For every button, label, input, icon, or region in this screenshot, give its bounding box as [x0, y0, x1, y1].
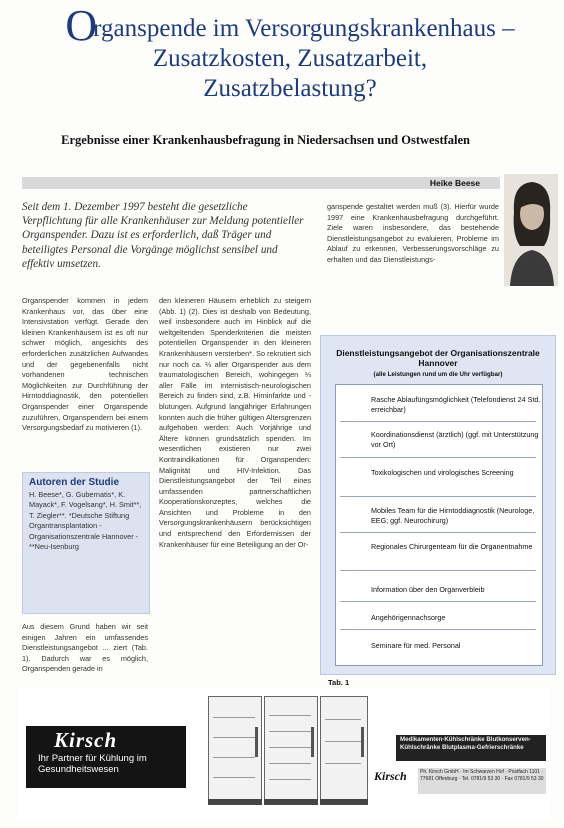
ad-address: Ph. Kirsch GmbH · Im Schwarzen Hof · Postfach 1101 · 77681 Offenburg · Tel. 0781/9 53 30 · Fax 0781/9 53 30: [418, 768, 546, 794]
body-column-1: Organspender kommen in jedem Krankenhaus vor, das über eine Intensivstation verfügt. Gerade den kleinen Krankenhäusern ist es oft nur schwer möglich, angesichts des erforderlichen zusätzlichen Aufwandes und der gegebenenfalls nicht vorhandenen technischen Möglichkeiten zur Durchführung der Hirntoddiagnostik, den potentiellen Organspender einer Organspende zuzuführen, Organspendern bei einem Versorgungsbedarf zu motivieren (1).: [22, 296, 148, 433]
divider: [340, 601, 536, 602]
article-subtitle: Ergebnisse einer Krankenhausbefragung in Niedersachsen und Ostwestfalen: [61, 133, 470, 147]
title-line3: Zusatzbelastung?: [203, 75, 377, 102]
ad-products: Medikamenten-Kühlschränke Blutkonserven-Kühlschränke Blutplasma-Gefrierschränke: [396, 735, 546, 761]
ad-brand-block: [26, 726, 186, 788]
service-item: Toxikologischen und virologisches Screening: [371, 468, 514, 477]
divider: [340, 532, 536, 533]
author-byline: Heike Beese: [429, 178, 480, 188]
article-title: [30, 1, 550, 104]
panel-heading: Dienstleistungsangebot der Organisationszentrale Hannover: [336, 348, 540, 368]
services-panel: [320, 335, 556, 675]
fridge-image: [320, 696, 368, 800]
services-list: [335, 384, 543, 666]
ad-logo: Kirsch: [54, 728, 118, 752]
body-column-1-continued: Aus diesem Grund haben wir seit einigen Jahren ein umfassendes Dienstleistungsangebot ... ziert (Tab. 1). Dadurch war es möglich, Organspenden gerade in: [22, 622, 148, 674]
service-item: Seminare für med. Personal: [371, 641, 461, 650]
panel-note: (alle Leistungen rund um die Uhr verfügbar): [373, 371, 503, 378]
author-photo: [504, 174, 558, 286]
authors-box: [22, 472, 150, 614]
divider: [340, 629, 536, 630]
title-line2: Zusatzkosten, Zusatzarbeit,: [152, 45, 428, 72]
service-item: Koordinationsdienst (ärztlich) (ggf. mit Unterstützung vor Ort): [371, 430, 539, 449]
ad-logo-small: Kirsch: [374, 769, 407, 783]
divider: [340, 421, 536, 422]
advertisement: [18, 688, 550, 820]
service-item: Regionales Chirurgenteam für die Organentnahme: [371, 542, 533, 551]
divider: [340, 570, 536, 571]
body-column-3: ganspende gestaltet werden muß (3). Hierfür wurde 1997 eine Krankenhausbefragung durchgeführt. Ziele waren insbesondere, das bestehende Dienstleistungsangebot zu evaluieren, Probleme im Ablauf zu erkennen, Verbesserungsvorschläge zu erhalten und das Dienstleistungs-: [327, 202, 499, 264]
divider: [340, 457, 536, 458]
table-label: Tab. 1: [328, 678, 350, 687]
service-item: Rasche Ablaufüngsmöglichkeit (Telefondienst 24 Std. erreichbar): [371, 395, 541, 414]
divider: [340, 496, 536, 497]
authors-text: H. Beese*, G. Gubernatis*, K. Mayack*, F. Vogelsang*, H. Smit**, T. Ziegler**. *Deutsche Stiftung Organtransplantation - Organisationszentrale Hannover - **Neu-Isenburg: [29, 490, 142, 552]
authors-heading: Autoren der Studie: [29, 477, 120, 488]
service-item: Angehörigennachsorge: [371, 613, 446, 622]
fridge-image: [208, 696, 262, 800]
title-initial: O: [65, 1, 98, 50]
service-item: Mobiles Team für die Hirntoddiagnostik (Neurologe, EEG; ggf. Neurochirurg): [371, 506, 535, 525]
article-lead: Seit dem 1. Dezember 1997 besteht die gesetzliche Verpflichtung für alle Krankenhäuser zur Meldung potentieller Organspender. Dazu ist es erforderlich, daß Träger und beteiligtes Personal die Vorgänge möglichst sensibel und effektiv umsetzen.: [22, 201, 304, 270]
service-item: Information über den Organverbleib: [371, 585, 485, 594]
body-column-2: den kleineren Häusern erheblich zu steigern (Abb. 1) (2). Dies ist deshalb von Bedeutung, weil insbesondere auch im Hinblick auf die weltgeltenden Spenderkriterien die meisten potentiellen Organspender in den kleineren Krankenhäusern versterben*. So rekrutiert sich nur noch ca. ⅔ aller Organspender aus dem traumatologischen Bereich, wohingegen ⅔ aller Fälle im internistisch-neurologischen Bereich zu finden sind, z.B. Hirninfarkte und -blutungen. Aufgrund langjähriger Erfahrungen konnten auch die früher gültigen Altersgrenzen aufgehoben werden: Auch Vorjährige und Ältere können grundsätzlich spenden. Im wesentlichen existieren nur zwei Kontraindikationen für Organspenden: Malignität und HIV-Infektion. Das Dienstleistungsangebot der Teil eines umfassenden partnerschaftlichen Kooperationskonzeptes, welches die Ansichten und Probleme in den Versorgungskrankenhäusern berücksichtigen und entsprechend den Erfordernissen der Krankenhäuser für eine Beteiligung an der Or-: [159, 296, 311, 549]
title-line1: rganspende im Versorgungskrankenhaus –: [93, 15, 515, 42]
fridge-image: [264, 696, 318, 800]
ad-tagline: Ihr Partner für Kühlung im Gesundheitswesen: [38, 753, 147, 775]
